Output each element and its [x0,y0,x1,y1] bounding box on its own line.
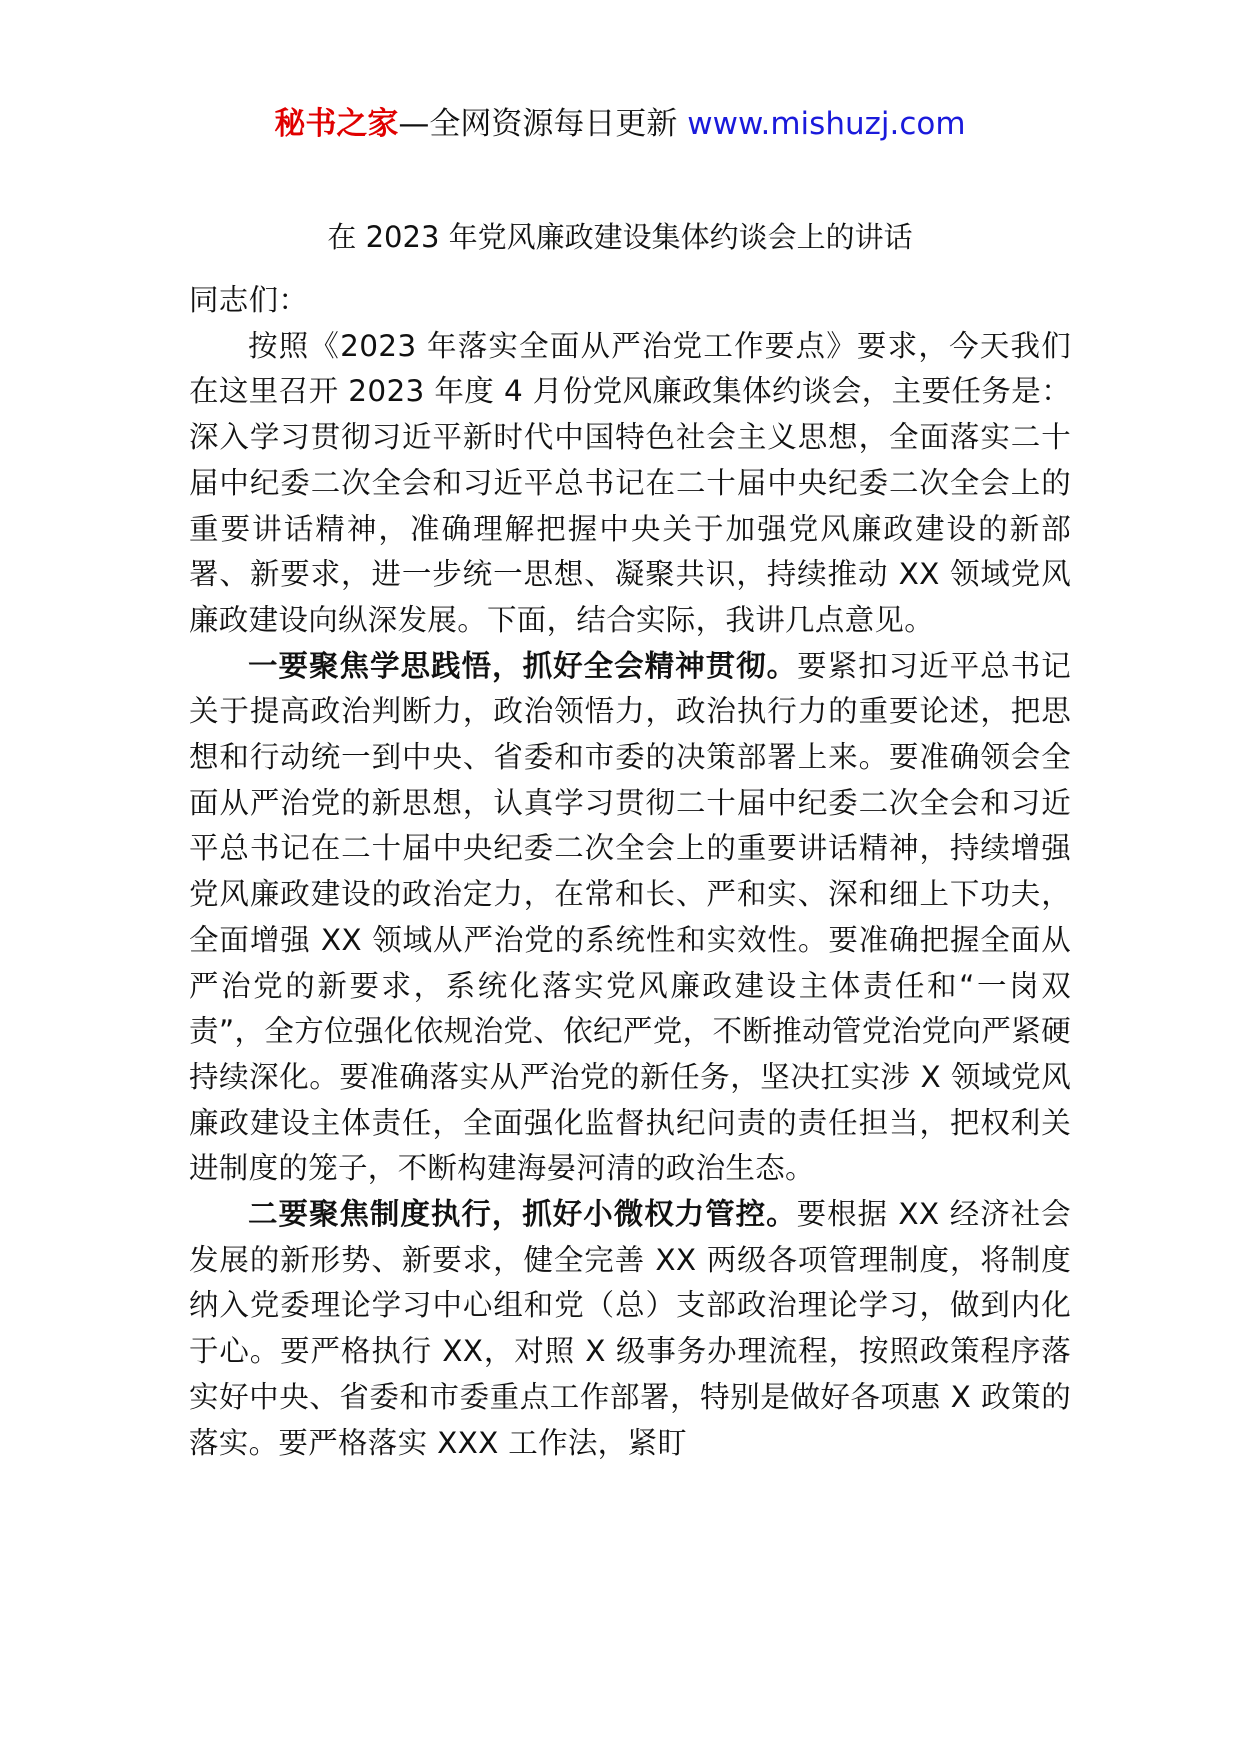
paragraph-text: 按照《2023 年落实全面从严治党工作要点》要求，今天我们在这里召开 2023 年度 4 月份党风廉政集体约谈会，主要任务是：深入学习贯彻习近平新时代中国特色社会主义思想，全面落实二十届中纪委二次全会和习近平总书记在二十届中央纪委二次全会上的重要讲话精神，准确理解把握中央关于加强党风廉政建设的新部署、新要求，进一步统一思想、凝聚共识，持续推动 XX 领域党风廉政建设向纵深发展。下面，结合实际，我讲几点意见。 [189,328,1071,637]
brand-name: 秘书之家 [274,106,399,142]
site-header [0,100,1240,148]
paragraph-lead: 二要聚焦制度执行，抓好小微权力管控。 [248,1197,797,1232]
salutation: 同志们： [189,283,309,317]
document-title: 在 2023 年党风廉政建设集体约谈会上的讲话 [327,220,913,254]
document-body [189,278,1071,1466]
header-slogan: —全网资源每日更新 [398,106,688,142]
paragraph-intro [189,324,1071,644]
paragraph-text: 要根据 XX 经济社会发展的新形势、新要求，健全完善 XX 两级各项管理制度，将制度纳入党委理论学习中心组和党（总）支部政治理论学习，做到内化于心。要严格执行 XX，对照 X 级事务办理流程，按照政策程序落实好中央、省委和市委重点工作部署，特别是做好各项惠 X 政策的落实。要严格落实 XXX 工作法，紧盯 [189,1197,1071,1460]
paragraph-point-1 [189,644,1071,1192]
site-url-link[interactable]: www.mishuzj.com [687,106,966,142]
paragraph-point-2 [189,1192,1071,1466]
paragraph-lead: 一要聚焦学思践悟，抓好全会精神贯彻。 [248,648,798,683]
paragraph-text: 要紧扣习近平总书记关于提高政治判断力，政治领悟力，政治执行力的重要论述，把思想和行动统一到中央、省委和市委的决策部署上来。要准确领会全面从严治党的新思想，认真学习贯彻二十届中纪委二次全会和习近平总书记在二十届中央纪委二次全会上的重要讲话精神，持续增强党风廉政建设的政治定力，在常和长、严和实、深和细上下功夫，全面增强 XX 领域从严治党的系统性和实效性。要准确把握全面从严治党的新要求，系统化落实党风廉政建设主体责任和“一岗双责”，全方位强化依规治党、依纪严党，不断推动管党治党向严紧硬持续深化。要准确落实从严治党的新任务，坚决扛实涉 X 领域党风廉政建设主体责任，全面强化监督执纪问责的责任担当，把权利关进制度的笼子，不断构建海晏河清的政治生态。 [189,648,1071,1186]
